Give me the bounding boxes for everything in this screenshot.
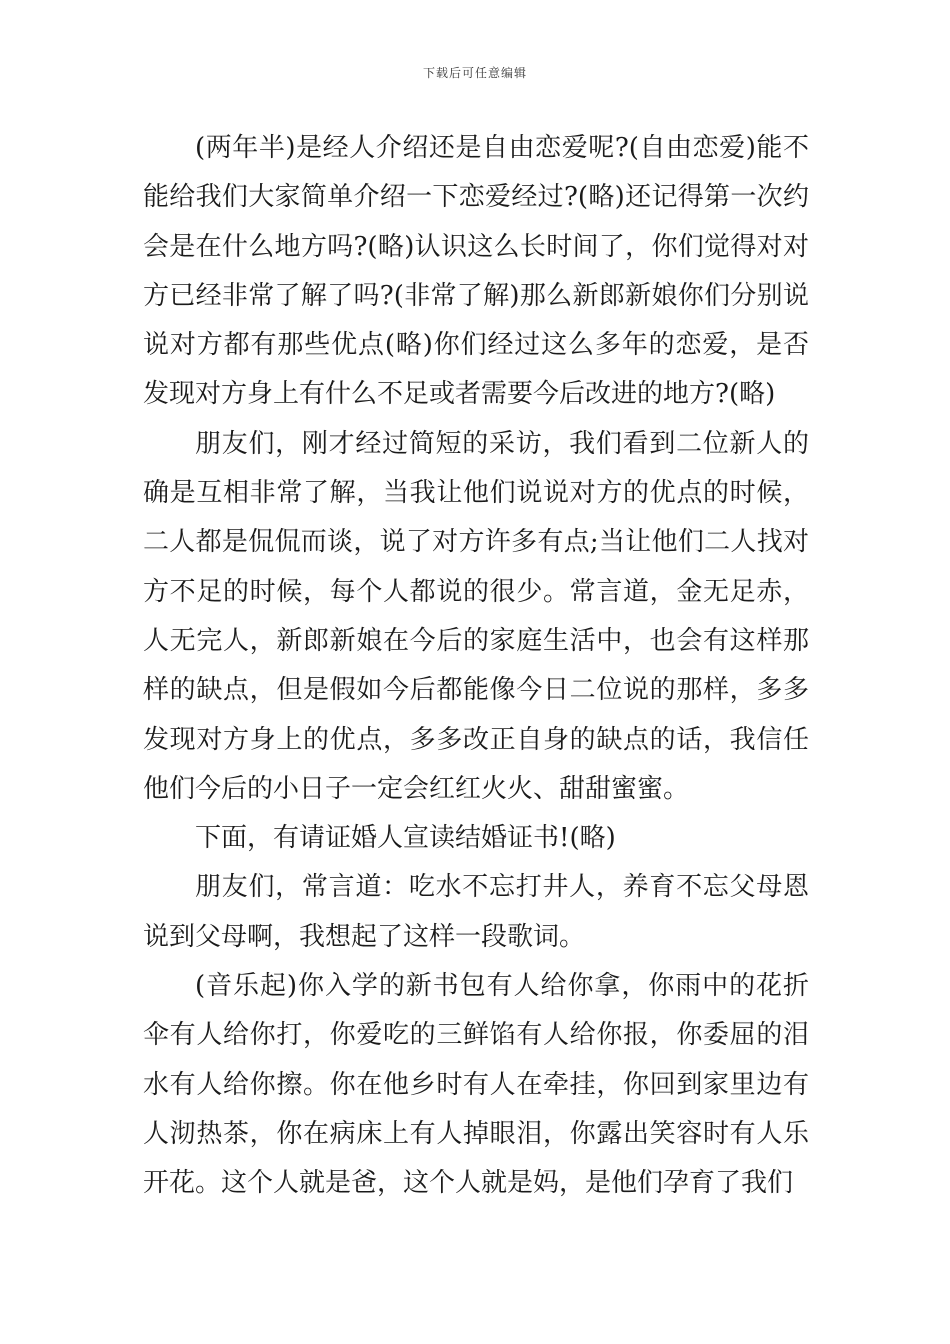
paragraph-friends-reflection: 朋友们，刚才经过简短的采访，我们看到二位新人的确是互相非常了解，当我让他们说说对方的优点的时候，二人都是侃侃而谈，说了对方许多有点;当让他们二人找对方不足的时候，每个人都说的很少。常言道，金无足赤，人无完人，新郎新娘在今后的家庭生活中，也会有这样那样的缺点，但是假如今后都能像今日二位说的那样，多多发现对方身上的优点，多多改正自身的缺点的话，我信任他们今后的小日子一定会红红火火、甜甜蜜蜜。 bbox=[143, 428, 809, 804]
paragraph-song-lyrics: (音乐起)你入学的新书包有人给你拿，你雨中的花折伞有人给你打，你爱吃的三鲜馅有人给你报，你委屈的泪水有人给你擦。你在他乡时有人在牵挂，你回到家里边有人沏热茶，你在病床上有人掉眼泪，你露出笑容时有人乐开花。这个人就是爸，这个人就是妈，是他们孕育了我们 bbox=[143, 971, 809, 1199]
header-note: 下载后可任意编辑 bbox=[422, 66, 527, 80]
paragraph-certificate: 下面，有请证婚人宣读结婚证书!(略) bbox=[195, 823, 616, 854]
paragraph-interview: (两年半)是经人介绍还是自由恋爱呢?(自由恋爱)能不能给我们大家简单介绍一下恋爱经过?(略)还记得第一次约会是在什么地方吗?(略)认识这么长时间了，你们觉得对对方已经非常了解了吗?(非常了解)那么新郎新娘你们分别说说对方都有那些优点(略)你们经过这么多年的恋爱，是否发现对方身上有什么不足或者需要今后改进的地方?(略) bbox=[143, 133, 809, 410]
paragraph-parents-intro: 朋友们，常言道：吃水不忘打井人，养育不忘父母恩说到父母啊，我想起了这样一段歌词。 bbox=[143, 872, 809, 952]
document-body bbox=[143, 124, 809, 1209]
